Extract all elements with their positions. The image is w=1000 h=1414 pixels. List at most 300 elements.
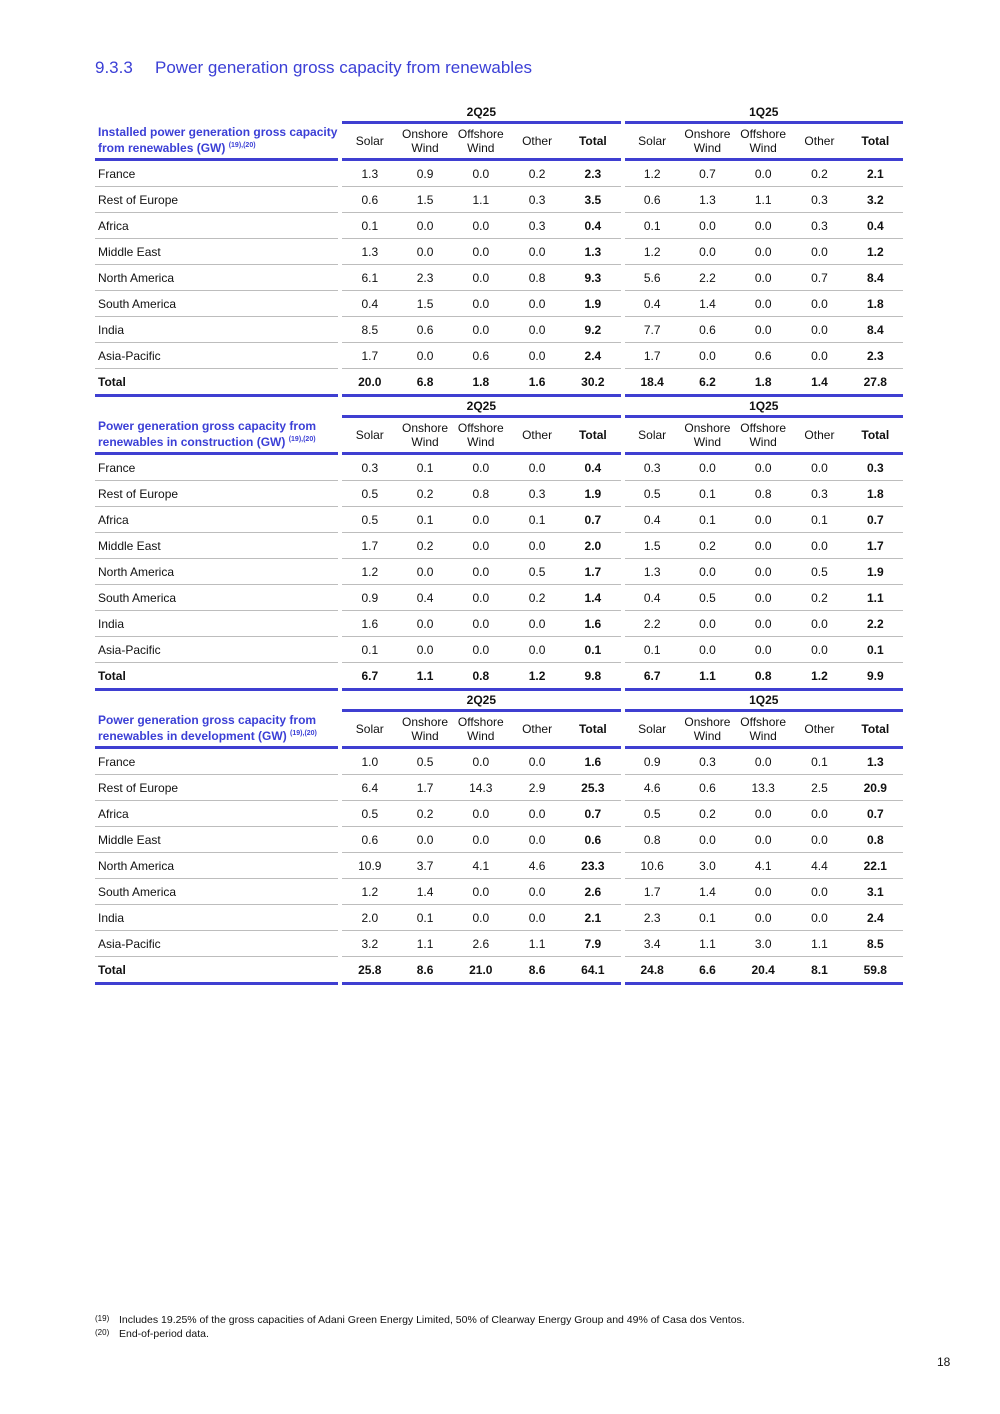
cell-value: 2.4	[848, 905, 903, 931]
cell-value: 24.8	[625, 957, 680, 984]
row-label: India	[95, 905, 338, 931]
cell-value: 1.7	[565, 559, 620, 585]
cell-value: 8.5	[848, 931, 903, 957]
cell-value: 0.5	[509, 559, 565, 585]
cell-value: 0.0	[791, 291, 847, 317]
cell-value: 6.7	[342, 663, 397, 690]
cell-value: 0.2	[680, 533, 735, 559]
cell-value: 2.3	[397, 265, 452, 291]
column-header: Solar	[342, 417, 397, 454]
cell-value: 0.2	[397, 533, 452, 559]
cell-value: 0.4	[565, 454, 620, 481]
cell-value: 4.1	[735, 853, 791, 879]
cell-value: 0.5	[625, 481, 680, 507]
cell-value: 0.5	[791, 559, 847, 585]
cell-value: 0.0	[397, 637, 452, 663]
column-header: Other	[509, 417, 565, 454]
cell-value: 1.4	[680, 879, 735, 905]
section-number: 9.3.3	[95, 58, 133, 77]
cell-value: 1.1	[735, 187, 791, 213]
cell-value: 0.5	[625, 801, 680, 827]
row-label: Africa	[95, 213, 338, 239]
cell-value: 0.0	[453, 533, 509, 559]
cell-value: 0.3	[791, 481, 847, 507]
table-row	[95, 454, 903, 481]
cell-value: 1.7	[848, 533, 903, 559]
cell-value: 1.6	[509, 369, 565, 396]
table-row	[95, 905, 903, 931]
cell-value: 18.4	[625, 369, 680, 396]
cell-value: 1.8	[453, 369, 509, 396]
cell-value: 9.3	[565, 265, 620, 291]
cell-value: 1.1	[680, 931, 735, 957]
cell-value: 0.0	[509, 343, 565, 369]
column-header: Onshore Wind	[680, 417, 735, 454]
row-label: Rest of Europe	[95, 187, 338, 213]
cell-value: 1.1	[680, 663, 735, 690]
cell-value: 0.0	[509, 291, 565, 317]
cell-value: 3.5	[565, 187, 620, 213]
table-row	[95, 611, 903, 637]
cell-value: 0.3	[625, 454, 680, 481]
cell-value: 27.8	[848, 369, 903, 396]
cell-value: 0.0	[791, 239, 847, 265]
cell-value: 0.0	[397, 239, 452, 265]
cell-value: 0.0	[509, 637, 565, 663]
cell-value: 0.1	[791, 507, 847, 533]
table-row	[95, 533, 903, 559]
cell-value: 0.0	[453, 827, 509, 853]
cell-value: 1.2	[342, 559, 397, 585]
cell-value: 6.1	[342, 265, 397, 291]
period-header: 2Q25	[342, 391, 620, 417]
column-header: Offshore Wind	[735, 417, 791, 454]
cell-value: 6.4	[342, 775, 397, 801]
column-header: Solar	[625, 711, 680, 748]
column-header: Onshore Wind	[397, 417, 452, 454]
table-row	[95, 317, 903, 343]
cell-value: 4.6	[509, 853, 565, 879]
cell-value: 1.3	[342, 239, 397, 265]
cell-value: 0.0	[791, 827, 847, 853]
cell-value: 0.0	[680, 213, 735, 239]
cell-value: 0.9	[625, 748, 680, 775]
cell-value: 1.9	[565, 291, 620, 317]
row-label: North America	[95, 559, 338, 585]
cell-value: 0.4	[625, 507, 680, 533]
cell-value: 1.5	[397, 187, 452, 213]
cell-value: 0.4	[342, 291, 397, 317]
cell-value: 0.7	[791, 265, 847, 291]
row-label: North America	[95, 265, 338, 291]
row-label: Asia-Pacific	[95, 343, 338, 369]
row-label: Middle East	[95, 827, 338, 853]
cell-value: 1.6	[565, 611, 620, 637]
cell-value: 0.0	[791, 533, 847, 559]
cell-value: 1.5	[397, 291, 452, 317]
column-header: Offshore Wind	[453, 711, 509, 748]
cell-value: 1.7	[625, 343, 680, 369]
cell-value: 1.4	[397, 879, 452, 905]
cell-value: 0.1	[680, 905, 735, 931]
cell-value: 4.6	[625, 775, 680, 801]
row-label: France	[95, 748, 338, 775]
cell-value: 1.2	[625, 239, 680, 265]
cell-value: 4.1	[453, 853, 509, 879]
cell-value: 0.3	[509, 481, 565, 507]
cell-value: 0.2	[680, 801, 735, 827]
cell-value: 3.0	[735, 931, 791, 957]
cell-value: 0.0	[735, 801, 791, 827]
cell-value: 20.9	[848, 775, 903, 801]
cell-value: 0.0	[509, 533, 565, 559]
row-label: North America	[95, 853, 338, 879]
cell-value: 5.6	[625, 265, 680, 291]
footnote-19	[95, 1314, 745, 1326]
cell-value: 8.4	[848, 265, 903, 291]
column-header: Other	[509, 711, 565, 748]
cell-value: 2.4	[565, 343, 620, 369]
cell-value: 0.0	[735, 585, 791, 611]
cell-value: 0.7	[565, 507, 620, 533]
cell-value: 2.2	[625, 611, 680, 637]
column-header: Solar	[342, 711, 397, 748]
footnote-ref: (19),(20)	[228, 142, 256, 150]
row-label: India	[95, 611, 338, 637]
cell-value: 0.8	[735, 481, 791, 507]
cell-value: 0.5	[397, 748, 452, 775]
column-header: Onshore Wind	[680, 711, 735, 748]
period-header: 1Q25	[625, 685, 903, 711]
cell-value: 0.6	[625, 187, 680, 213]
table-heading-text: Power generation gross capacity from renewables in construction (GW)	[98, 419, 317, 450]
cell-value: 1.1	[397, 663, 452, 690]
cell-value: 1.2	[509, 663, 565, 690]
cell-value: 0.1	[848, 637, 903, 663]
cell-value: 30.2	[565, 369, 620, 396]
footnote-text: End-of-period data.	[119, 1328, 209, 1340]
cell-value: 0.0	[397, 213, 452, 239]
cell-value: 9.2	[565, 317, 620, 343]
cell-value: 0.8	[453, 663, 509, 690]
cell-value: 0.0	[735, 637, 791, 663]
cell-value: 20.0	[342, 369, 397, 396]
cell-value: 2.1	[848, 160, 903, 187]
footnote-ref: (19),(20)	[288, 436, 316, 444]
cell-value: 1.3	[848, 748, 903, 775]
cell-value: 1.3	[680, 187, 735, 213]
table-row	[95, 343, 903, 369]
cell-value: 0.1	[625, 637, 680, 663]
cell-value: 1.3	[565, 239, 620, 265]
section-title-text: Power generation gross capacity from renewables	[155, 58, 533, 77]
cell-value: 0.0	[453, 801, 509, 827]
cell-value: 1.1	[397, 931, 452, 957]
table-row	[95, 585, 903, 611]
row-label: France	[95, 454, 338, 481]
table-row	[95, 879, 903, 905]
cell-value: 0.0	[453, 611, 509, 637]
capacity-table	[95, 97, 903, 397]
cell-value: 1.0	[342, 748, 397, 775]
cell-value: 0.1	[342, 637, 397, 663]
cell-value: 0.0	[791, 905, 847, 931]
cell-value: 0.0	[735, 454, 791, 481]
cell-value: 1.8	[848, 481, 903, 507]
cell-value: 0.8	[735, 663, 791, 690]
cell-value: 1.8	[735, 369, 791, 396]
cell-value: 0.6	[735, 343, 791, 369]
table-row	[95, 827, 903, 853]
cell-value: 0.0	[453, 879, 509, 905]
cell-value: 0.0	[680, 827, 735, 853]
cell-value: 0.7	[565, 801, 620, 827]
column-header: Total	[565, 417, 620, 454]
cell-value: 0.0	[680, 611, 735, 637]
table-row	[95, 187, 903, 213]
cell-value: 0.0	[680, 637, 735, 663]
cell-value: 0.6	[397, 317, 452, 343]
cell-value: 0.0	[509, 454, 565, 481]
column-header: Onshore Wind	[680, 123, 735, 160]
footnote-text: Includes 19.25% of the gross capacities of Adani Green Energy Limited, 50% of Clearway Energy Group and 49% of Casa dos Ventos.	[119, 1314, 745, 1326]
cell-value: 0.5	[342, 801, 397, 827]
cell-value: 6.6	[680, 957, 735, 984]
cell-value: 3.1	[848, 879, 903, 905]
table-row	[95, 265, 903, 291]
cell-value: 0.0	[735, 160, 791, 187]
row-label: South America	[95, 585, 338, 611]
cell-value: 1.4	[680, 291, 735, 317]
cell-value: 0.0	[791, 343, 847, 369]
cell-value: 64.1	[565, 957, 620, 984]
cell-value: 2.9	[509, 775, 565, 801]
cell-value: 0.0	[680, 239, 735, 265]
table-row	[95, 160, 903, 187]
cell-value: 3.2	[342, 931, 397, 957]
cell-value: 0.5	[342, 507, 397, 533]
cell-value: 0.1	[397, 454, 452, 481]
column-header: Total	[848, 417, 903, 454]
table-row	[95, 559, 903, 585]
cell-value: 2.1	[565, 905, 620, 931]
cell-value: 7.7	[625, 317, 680, 343]
cell-value: 1.7	[342, 343, 397, 369]
column-header: Total	[565, 711, 620, 748]
cell-value: 0.0	[735, 507, 791, 533]
cell-value: 0.0	[509, 748, 565, 775]
cell-value: 0.3	[848, 454, 903, 481]
cell-value: 0.0	[509, 827, 565, 853]
cell-value: 1.3	[342, 160, 397, 187]
row-label: Africa	[95, 507, 338, 533]
row-label: Total	[95, 663, 338, 690]
cell-value: 0.0	[453, 905, 509, 931]
cell-value: 0.0	[735, 213, 791, 239]
footnote-ref: (19),(20)	[290, 730, 317, 738]
cell-value: 0.4	[625, 585, 680, 611]
column-header: Offshore Wind	[453, 417, 509, 454]
cell-value: 0.0	[735, 827, 791, 853]
cell-value: 0.6	[342, 827, 397, 853]
cell-value: 0.6	[680, 775, 735, 801]
cell-value: 0.8	[848, 827, 903, 853]
cell-value: 0.5	[680, 585, 735, 611]
cell-value: 0.6	[342, 187, 397, 213]
cell-value: 0.1	[680, 507, 735, 533]
cell-value: 0.1	[680, 481, 735, 507]
cell-value: 4.4	[791, 853, 847, 879]
cell-value: 0.0	[397, 343, 452, 369]
cell-value: 0.1	[397, 507, 452, 533]
cell-value: 0.4	[565, 213, 620, 239]
cell-value: 9.8	[565, 663, 620, 690]
table-row	[95, 213, 903, 239]
cell-value: 1.7	[397, 775, 452, 801]
cell-value: 0.0	[791, 317, 847, 343]
cell-value: 25.8	[342, 957, 397, 984]
cell-value: 0.0	[735, 533, 791, 559]
cell-value: 25.3	[565, 775, 620, 801]
cell-value: 0.0	[453, 507, 509, 533]
cell-value: 1.7	[625, 879, 680, 905]
cell-value: 0.1	[342, 213, 397, 239]
cell-value: 0.7	[680, 160, 735, 187]
table-heading	[95, 123, 338, 160]
cell-value: 59.8	[848, 957, 903, 984]
table-row	[95, 239, 903, 265]
cell-value: 0.3	[509, 187, 565, 213]
cell-value: 6.8	[397, 369, 452, 396]
row-label: Middle East	[95, 239, 338, 265]
cell-value: 0.1	[509, 507, 565, 533]
table-row	[95, 291, 903, 317]
cell-value: 2.3	[565, 160, 620, 187]
cell-value: 2.3	[848, 343, 903, 369]
row-label: France	[95, 160, 338, 187]
cell-value: 3.7	[397, 853, 452, 879]
cell-value: 8.6	[509, 957, 565, 984]
cell-value: 0.0	[735, 239, 791, 265]
cell-value: 1.1	[509, 931, 565, 957]
cell-value: 0.0	[735, 879, 791, 905]
section-title	[95, 58, 532, 78]
cell-value: 3.2	[848, 187, 903, 213]
column-header: Total	[848, 711, 903, 748]
period-header: 2Q25	[342, 685, 620, 711]
footnote-20	[95, 1328, 209, 1340]
row-label: South America	[95, 291, 338, 317]
cell-value: 1.9	[565, 481, 620, 507]
table-row	[95, 801, 903, 827]
cell-value: 0.2	[509, 160, 565, 187]
cell-value: 0.2	[509, 585, 565, 611]
cell-value: 2.0	[342, 905, 397, 931]
cell-value: 0.6	[680, 317, 735, 343]
cell-value: 2.0	[565, 533, 620, 559]
cell-value: 0.4	[625, 291, 680, 317]
cell-value: 0.7	[848, 801, 903, 827]
column-header: Offshore Wind	[735, 711, 791, 748]
cell-value: 0.2	[791, 585, 847, 611]
cell-value: 0.0	[735, 317, 791, 343]
row-label: India	[95, 317, 338, 343]
cell-value: 0.0	[509, 879, 565, 905]
cell-value: 0.0	[397, 827, 452, 853]
cell-value: 0.0	[680, 343, 735, 369]
cell-value: 0.0	[453, 585, 509, 611]
table-heading	[95, 711, 338, 748]
cell-value: 0.8	[625, 827, 680, 853]
cell-value: 0.0	[397, 611, 452, 637]
period-header: 1Q25	[625, 391, 903, 417]
cell-value: 23.3	[565, 853, 620, 879]
cell-value: 0.0	[509, 801, 565, 827]
capacity-table	[95, 685, 903, 985]
cell-value: 0.1	[565, 637, 620, 663]
period-header: 1Q25	[625, 97, 903, 123]
cell-value: 1.6	[342, 611, 397, 637]
cell-value: 0.0	[509, 239, 565, 265]
cell-value: 0.0	[680, 454, 735, 481]
cell-value: 0.0	[453, 160, 509, 187]
column-header: Other	[791, 123, 847, 160]
cell-value: 0.4	[848, 213, 903, 239]
cell-value: 0.0	[453, 559, 509, 585]
table-row	[95, 853, 903, 879]
cell-value: 6.7	[625, 663, 680, 690]
cell-value: 0.0	[453, 317, 509, 343]
cell-value: 2.6	[453, 931, 509, 957]
row-label: South America	[95, 879, 338, 905]
cell-value: 0.6	[453, 343, 509, 369]
cell-value: 2.6	[565, 879, 620, 905]
cell-value: 0.0	[453, 748, 509, 775]
cell-value: 0.0	[680, 559, 735, 585]
cell-value: 0.3	[680, 748, 735, 775]
cell-value: 0.1	[791, 748, 847, 775]
cell-value: 1.2	[848, 239, 903, 265]
table-row	[95, 481, 903, 507]
period-header: 2Q25	[342, 97, 620, 123]
cell-value: 0.0	[735, 559, 791, 585]
total-row	[95, 957, 903, 984]
column-header: Offshore Wind	[735, 123, 791, 160]
cell-value: 0.0	[791, 801, 847, 827]
column-header: Other	[791, 711, 847, 748]
cell-value: 1.1	[791, 931, 847, 957]
cell-value: 1.2	[625, 160, 680, 187]
cell-value: 9.9	[848, 663, 903, 690]
cell-value: 0.0	[735, 748, 791, 775]
cell-value: 0.0	[453, 239, 509, 265]
cell-value: 1.9	[848, 559, 903, 585]
cell-value: 1.7	[342, 533, 397, 559]
row-label: Total	[95, 369, 338, 396]
row-label: Asia-Pacific	[95, 931, 338, 957]
cell-value: 0.0	[791, 454, 847, 481]
cell-value: 0.0	[509, 905, 565, 931]
page-number: 18	[937, 1355, 951, 1369]
cell-value: 0.6	[565, 827, 620, 853]
cell-value: 0.0	[509, 611, 565, 637]
cell-value: 2.2	[680, 265, 735, 291]
row-label: Rest of Europe	[95, 481, 338, 507]
cell-value: 1.4	[791, 369, 847, 396]
row-label: Total	[95, 957, 338, 984]
cell-value: 0.0	[791, 637, 847, 663]
column-header: Other	[509, 123, 565, 160]
